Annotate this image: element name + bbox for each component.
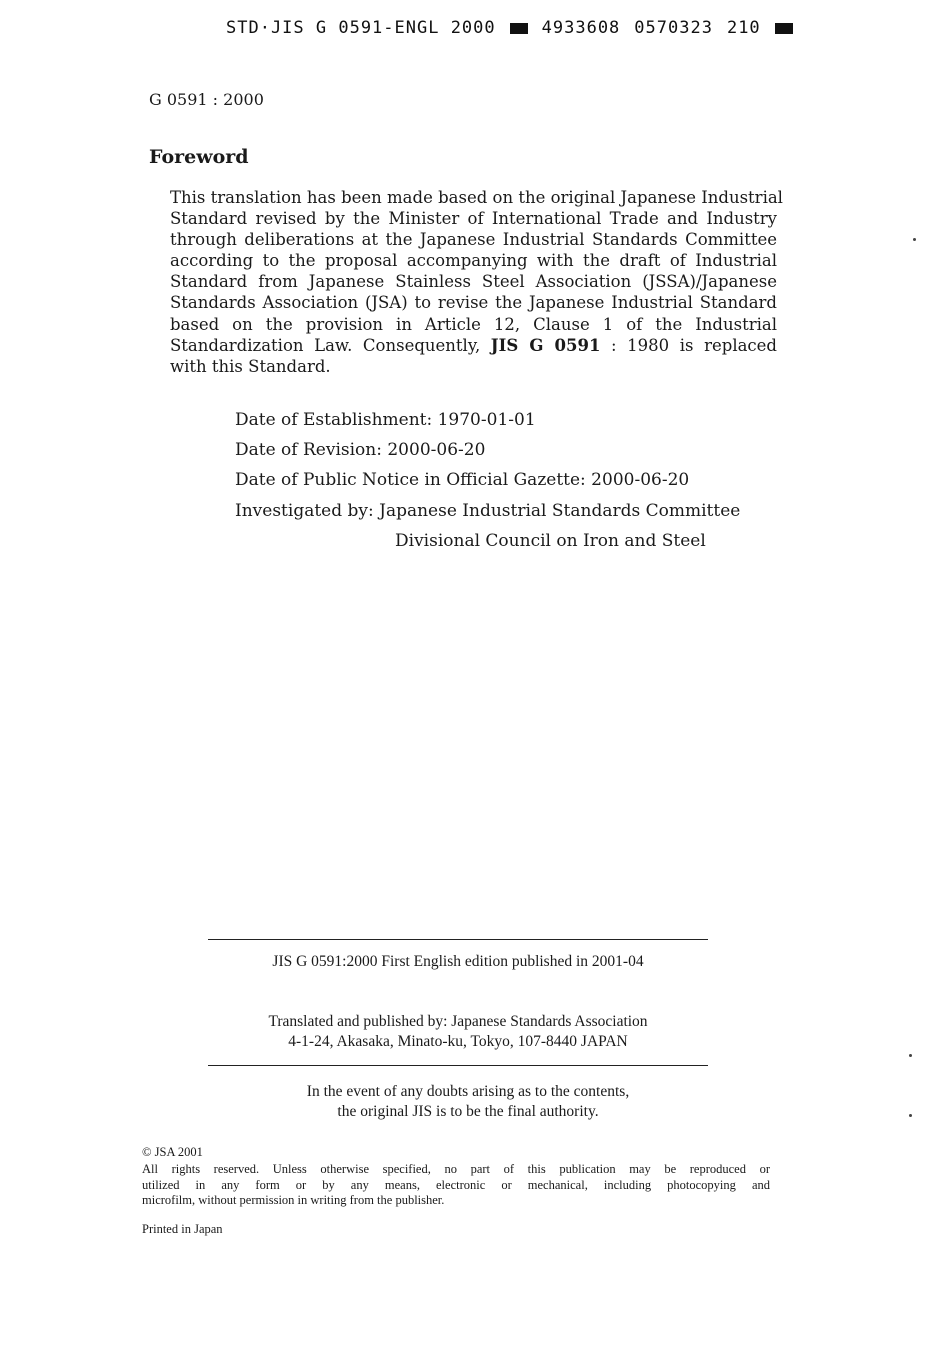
copyright-notice: © JSA 2001 [142,1145,203,1159]
translated-by-line: Translated and published by: Japanese Standards Association [268,1013,648,1030]
ocr-header-code1: 4933608 [541,18,621,38]
divider-top [208,939,708,940]
foreword-line: Standard revised by the Minister of International Trade and Industry [170,209,777,229]
doubts-line-2: the original JIS is to be the final authority. [337,1103,599,1120]
foreword-paragraph [170,187,783,377]
date-establishment: Date of Establishment: 1970-01-01 [235,410,536,430]
divider-bottom [208,1065,708,1066]
scan-speck [913,238,916,241]
standard-reference: JIS G 0591 [490,335,601,355]
foreword-line8-post: : 1980 is replaced [600,335,777,355]
ocr-header-prefix: STD·JIS G 0591-ENGL 2000 [226,18,496,38]
ocr-header-code2: 0570323 [634,18,713,38]
ocr-header-line [226,18,793,38]
foreword-line: through deliberations at the Japanese Industrial Standards Committee [170,230,777,250]
printed-in: Printed in Japan [142,1222,223,1236]
foreword-line: Standard from Japanese Stainless Steel Association (JSSA)/Japanese [170,272,777,292]
doubts-line-1: In the event of any doubts arising as to the contents, [306,1083,630,1100]
document-number: G 0591 : 2000 [149,90,264,109]
date-revision: Date of Revision: 2000-06-20 [235,440,486,461]
edition-line: JIS G 0591:2000 First English edition published in 2001-04 [272,953,644,970]
rights-line: All rights reserved. Unless otherwise specified, no part of this publication may be reproduced or [142,1162,770,1176]
dates-block [235,405,740,556]
foreword-line8-pre: Standardization Law. Consequently, [170,335,491,355]
foreword-line: This translation has been made based on the original Japanese Industrial [170,188,783,207]
foreword-line: based on the provision in Article 12, Clause 1 of the Industrial [170,314,777,334]
investigated-by: Investigated by: Japanese Industrial Standards Committee [235,500,741,521]
foreword-line: according to the proposal accompanying with the draft of Industrial [170,251,777,271]
scan-speck [909,1054,912,1057]
rights-line: microfilm, without permission in writing from the publisher. [142,1193,445,1207]
rights-line: utilized in any form or by any means, electronic or mechanical, including photocopying and [142,1177,770,1192]
foreword-line-standard-ref [170,335,777,356]
foreword-line: with this Standard. [170,356,331,376]
address-line: 4-1-24, Akasaka, Minato-ku, Tokyo, 107-8440 JAPAN [288,1033,628,1050]
ocr-header-code3: 210 [726,18,761,38]
foreword-line: Standards Association (JSA) to revise the Japanese Industrial Standard [170,293,777,313]
date-public-notice: Date of Public Notice in Official Gazette: 2000-06-20 [235,470,690,491]
ocr-block-mark [510,23,528,34]
foreword-heading: Foreword [149,146,249,168]
rights-statement [142,1162,770,1209]
divisional-council: Divisional Council on Iron and Steel [395,530,706,551]
scan-speck [909,1114,912,1117]
ocr-block-mark-end [775,23,793,34]
